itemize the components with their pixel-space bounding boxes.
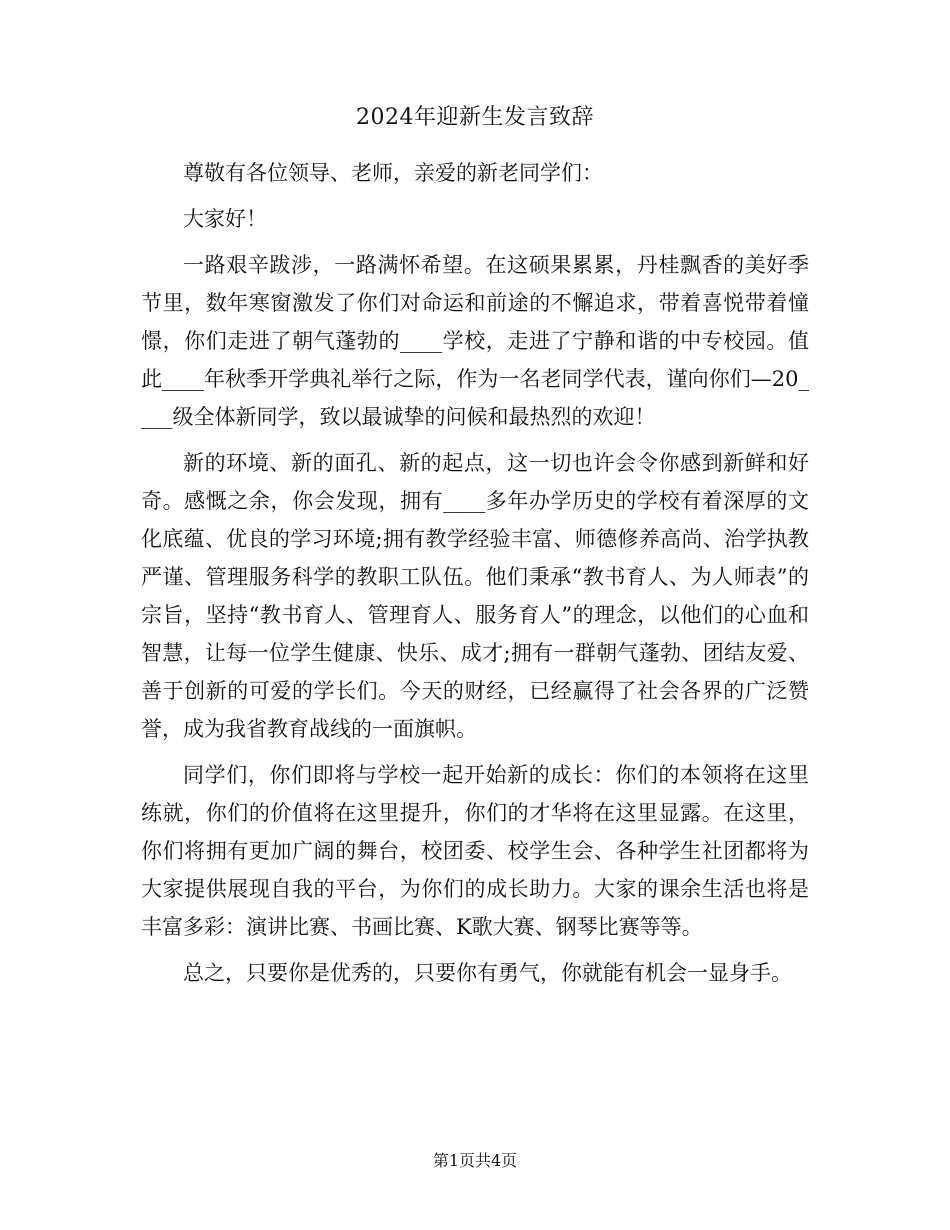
body-paragraph: 同学们，你们即将与学校一起开始新的成长：你们的本领将在这里练就，你们的价值将在这里提升，你们的才华将在这里显露。在这里，你们将拥有更加广阔的舞台，校团委、校学生会、各种学生社团都将为大家提供展现自我的平台，为你们的成长助力。大家的课余生活也将是丰富多彩：演讲比赛、书画比赛、K歌大赛、钢琴比赛等等。 [141, 763, 809, 939]
body-paragraph: 总之，只要你是优秀的，只要你有勇气，你就能有机会一显身手。 [183, 961, 792, 985]
document-title: 2024年迎新生发言致辞 [356, 105, 594, 130]
body-paragraph: 一路艰辛跋涉，一路满怀希望。在这硕果累累，丹桂飘香的美好季节里，数年寒窗激发了你们对命运和前途的不懈追求，带着喜悦带着憧憬，你们走进了朝气蓬勃的____学校，走进了宁静和谐的中专校园。值此____年秋季开学典礼举行之际，作为一名老同学代表，谨向你们—20____级全体新同学，致以最诚挚的问候和最热烈的欢迎！ [141, 253, 809, 429]
document-body [141, 154, 809, 1000]
greeting-paragraph: 大家好！ [183, 207, 267, 231]
body-paragraph: 新的环境、新的面孔、新的起点，这一切也许会令你感到新鲜和好奇。感慨之余，你会发现，拥有____多年办学历史的学校有着深厚的文化底蕴、优良的学习环境;拥有教学经验丰富、师德修养高尚、治学执教严谨、管理服务科学的教职工队伍。他们秉承“教书育人、为人师表”的宗旨，坚持“教书育人、管理育人、服务育人”的理念，以他们的心血和智慧，让每一位学生健康、快乐、成才;拥有一群朝气蓬勃、团结友爱、善于创新的可爱的学长们。今天的财经，已经赢得了社会各界的广泛赞誉，成为我省教育战线的一面旗帜。 [141, 451, 809, 741]
page-number-footer: 第1页共4页 [432, 1151, 518, 1170]
salutation-paragraph: 尊敬有各位领导、老师，亲爱的新老同学们： [183, 161, 603, 185]
